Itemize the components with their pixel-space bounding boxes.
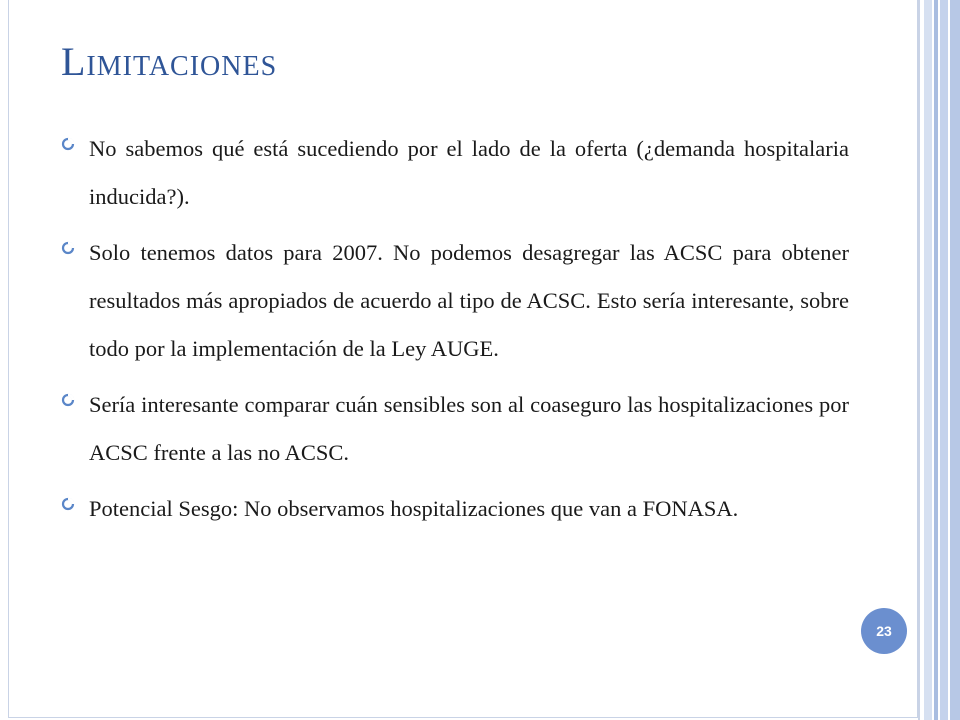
ring-bullet-icon [61,497,75,511]
ring-bullet-icon [61,393,75,407]
bullet-text: Sería interesante comparar cuán sensibles son al coaseguro las hospitalizaciones por ACSC frente a las no ACSC. [89,392,849,465]
bullet-text: No sabemos qué está sucediendo por el lado de la oferta (¿demanda hospitalaria inducida?). [89,136,849,209]
ring-bullet-icon [61,241,75,255]
stripe [924,0,932,720]
slide-title: Limitaciones [61,39,278,84]
list-item [61,229,849,373]
list-item [61,381,849,477]
ring-bullet-icon [61,137,75,151]
page-number-badge: 23 [861,608,907,654]
list-item [61,485,849,533]
bullet-list [61,125,849,541]
stripe [940,0,948,720]
stripe [950,0,960,720]
decorative-side-stripes [918,0,960,720]
bullet-text: Potencial Sesgo: No observamos hospitalizaciones que van a FONASA. [89,496,739,521]
stripe [918,0,920,720]
list-item [61,125,849,221]
bullet-text: Solo tenemos datos para 2007. No podemos desagregar las ACSC para obtener resultados más apropiados de acuerdo al tipo de ACSC. Esto sería interesante, sobre todo por la implementación de la Ley AUGE. [89,240,849,361]
stripe [934,0,938,720]
